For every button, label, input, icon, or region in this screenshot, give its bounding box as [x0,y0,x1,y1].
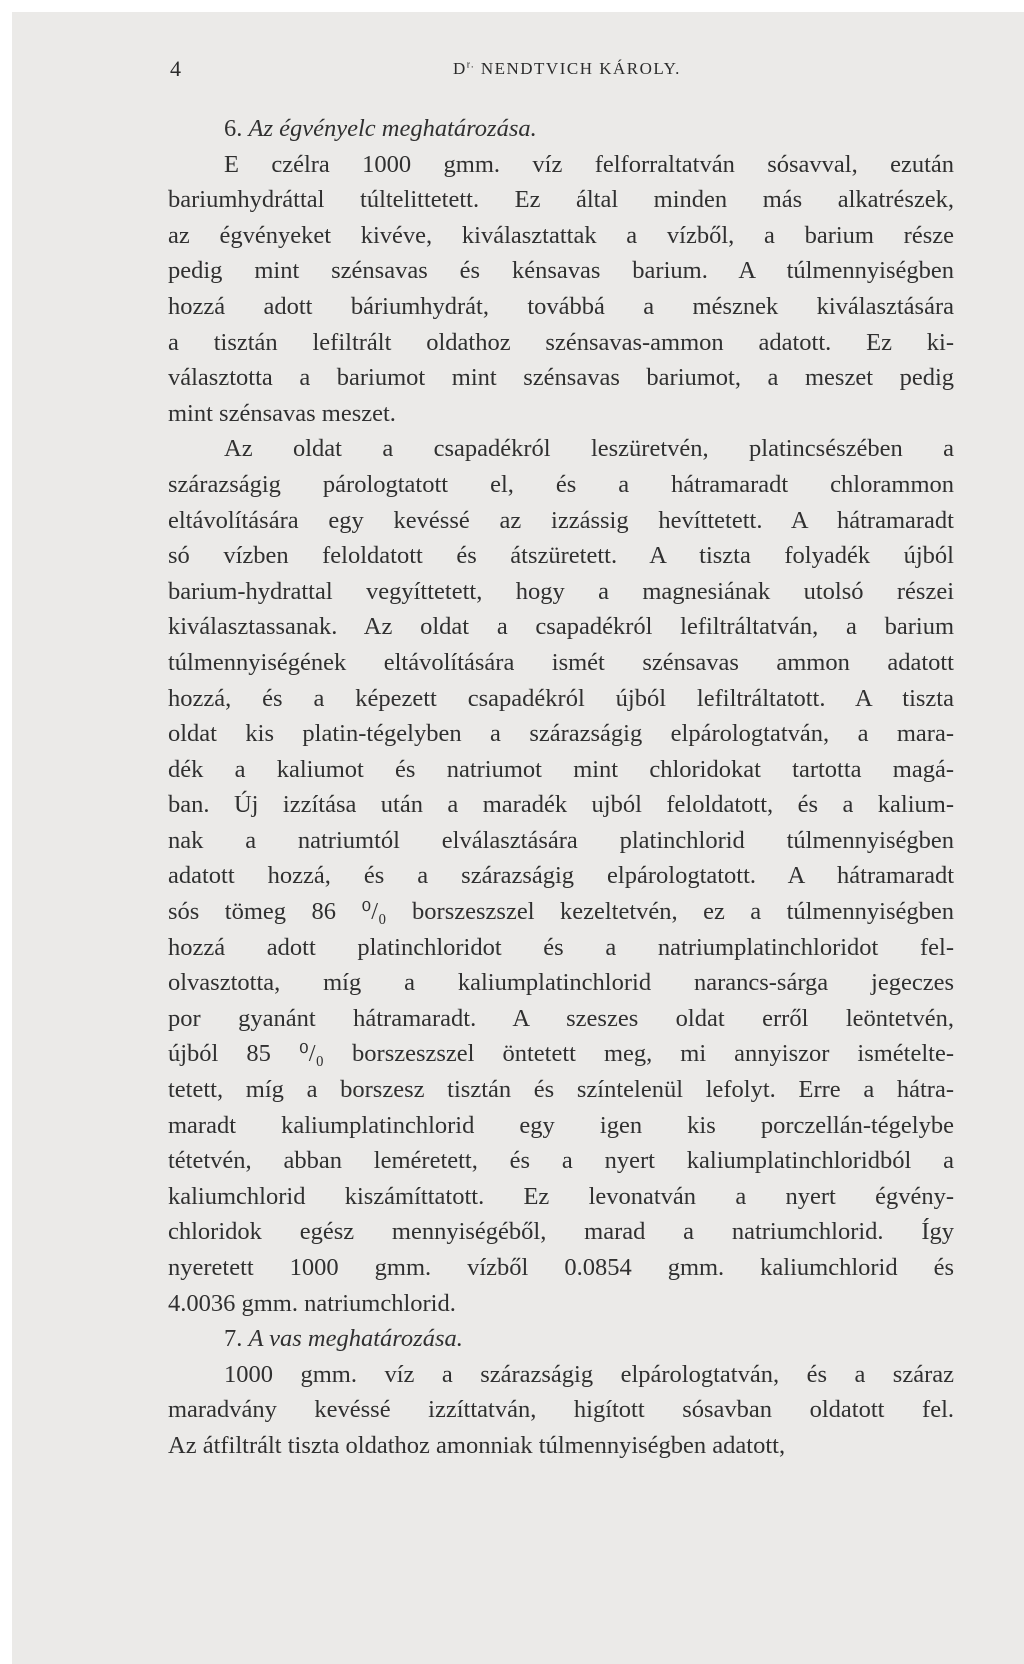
text-line: eltávolítására egy kevéssé az izzássig hevíttetett. A hátramaradt [168,506,954,534]
section-heading-6 [168,111,954,147]
text-line: túlmennyiségének eltávolítására ismét szénsavas ammon adatott [168,648,954,676]
running-head [453,59,681,79]
author-title-sup: r. [466,59,476,71]
body-text [168,111,954,1464]
section-title: Az égvényelc meghatározása. [248,115,537,142]
text-line: a tisztán lefiltrált oldathoz szénsavas-ammon adatott. Ez ki- [168,328,954,356]
text-line: E czélra 1000 gmm. víz felforraltatván sósavval, ezután [224,150,954,178]
text-line: maradt kaliumplatinchlorid egy igen kis porczellán-tégelybe [168,1111,954,1139]
text-line: nak a natriumtól elválasztására platinchlorid túlmennyiségben [168,826,954,854]
text-line: választotta a bariumot mint szénsavas bariumot, a meszet pedig [168,364,954,392]
section-7-paragraphs [168,1357,954,1464]
text-line: olvasztotta, míg a kaliumplatinchlorid narancs-sárga jegeczes [168,969,954,997]
text-line: barium-hydrattal vegyíttetett, hogy a magnesiának utolsó részei [168,577,954,605]
text-line: bariumhydráttal túltelittetett. Ez által minden más alkatrészek, [168,186,954,214]
text-line: sós tömeg 86 ⁰/₀ borszeszszel kezeltetvén, ez a túlmennyiségben [168,898,954,926]
text-line: tetett, míg a borszesz tisztán és színtelenül lefolyt. Erre a hátra- [168,1076,954,1104]
text-line: 4.0036 gmm. natriumchlorid. [168,1289,456,1317]
text-line: az égvényeket kivéve, kiválasztattak a vízből, a barium része [168,221,954,249]
author-prefix: D [453,59,467,78]
text-line: só vízben feloldatott és átszüretett. A tiszta folyadék újból [168,542,954,570]
text-line: maradvány kevéssé izzíttatván, higított sósavban oldatott fel. [168,1396,954,1424]
text-line: hozzá adott platinchloridot és a natriumplatinchloridot fel- [168,933,954,961]
section-heading-7 [168,1321,954,1357]
section-number: 7. [224,1325,243,1353]
text-line: por gyanánt hátramaradt. A szeszes oldat erről leöntetvén, [168,1004,954,1032]
text-line: oldat kis platin-tégelyben a szárazságig elpárologtatván, a mara- [168,720,954,748]
section-6-paragraphs [168,147,954,1322]
section-number: 6. [224,115,243,142]
text-line: hozzá, és a képezett csapadékról újból lefiltráltatott. A tiszta [168,684,954,712]
text-line: kiválasztassanak. Az oldat a csapadékról lefiltráltatván, a barium [168,613,954,641]
text-line: pedig mint szénsavas és kénsavas barium. A túlmennyiségben [168,257,954,285]
text-line: adatott hozzá, és a szárazságig elpárologtatott. A hátramaradt [168,862,954,890]
page-header [170,56,950,86]
text-line: hozzá adott báriumhydrát, továbbá a mésznek kiválasztására [168,292,954,320]
text-line: ban. Új izzítása után a maradék ujból feloldatott, és a kalium- [168,791,954,819]
text-line: nyeretett 1000 gmm. vízből 0.0854 gmm. kaliumchlorid és [168,1254,954,1281]
text-line: Az átfiltrált tiszta oldathoz amonniak túlmennyiségben adatott, [168,1431,786,1459]
section-title: A vas meghatározása. [248,1325,463,1353]
text-line: szárazságig párologtatott el, és a hátramaradt chlorammon [168,470,954,498]
text-line: 1000 gmm. víz a szárazságig elpárologtatván, és a száraz [224,1360,954,1388]
text-line: tétetvén, abban leméretett, és a nyert kaliumplatinchloridból a [168,1147,954,1175]
page-number: 4 [170,56,181,81]
text-line: mint szénsavas meszet. [168,399,396,427]
author-name: NENDTVICH KÁROLY. [475,59,681,78]
text-line: dék a kaliumot és natriumot mint chloridokat tartotta magá- [168,755,954,783]
text-line: kaliumchlorid kiszámíttatott. Ez levonatván a nyert égvény- [168,1182,954,1210]
text-line: újból 85 ⁰/₀ borszeszszel öntetett meg, mi annyiszor ismételte- [168,1040,954,1068]
text-line: Az oldat a csapadékról leszüretvén, platincsészében a [224,435,954,463]
text-line: chloridok egész mennyiségéből, marad a natriumchlorid. Így [168,1218,954,1246]
